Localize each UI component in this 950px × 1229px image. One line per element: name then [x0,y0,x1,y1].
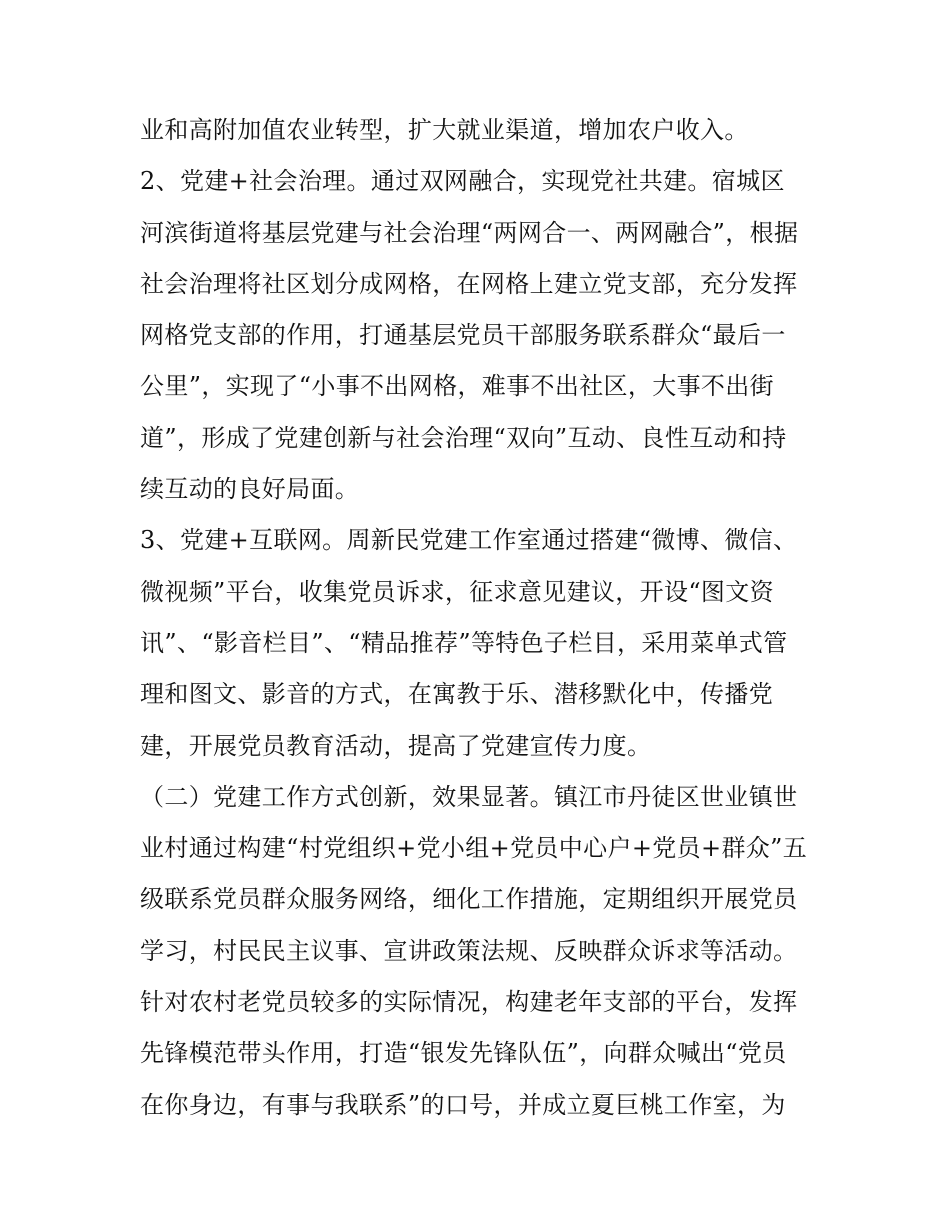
text-line: 业村通过构建“村党组织+党小组+党员中心户+党员+群众”五 [140,834,808,863]
text-line: 级联系党员群众服务网络，细化工作措施，定期组织开展党员 [140,885,798,914]
text-line: 先锋模范带头作用，打造“银发先锋队伍”，向群众喊出“党员 [140,1039,787,1068]
text-line: 公里”，实现了“小事不出网格，难事不出社区，大事不出街 [140,372,774,401]
text-line: （二）党建工作方式创新，效果显著。镇江市丹徒区世业镇世 [140,782,798,811]
text-line: 理和图文、影音的方式，在寓教于乐、潜移默化中，传播党 [140,680,774,709]
text-line: 微视频”平台，收集党员诉求，征求意见建议，开设“图文资 [140,577,774,606]
body-text [140,105,820,1131]
text-line: 社会治理将社区划分成网格，在网格上建立党支部，充分发挥 [140,269,798,298]
text-line: 学习，村民民主议事、宣讲政策法规、反映群众诉求等活动。 [140,936,798,965]
text-line: 建，开展党员教育活动，提高了党建宣传力度。 [140,731,652,760]
text-line: 网格党支部的作用，打通基层党员干部服务联系群众“最后一 [140,321,786,350]
text-line: 道”，形成了党建创新与社会治理“双向”互动、良性互动和持 [140,423,787,452]
text-line: 2、党建+社会治理。通过双网融合，实现党社共建。宿城区 [140,167,785,196]
text-line: 讯”、“影音栏目”、“精品推荐”等特色子栏目，采用菜单式管 [140,628,788,657]
text-line: 在你身边，有事与我联系”的口号，并成立夏巨桃工作室，为 [140,1090,786,1119]
text-line: 针对农村老党员较多的实际情况，构建老年支部的平台，发挥 [140,988,798,1017]
text-line: 3、党建+互联网。周新民党建工作室通过搭建“微博、微信、 [140,526,798,555]
text-line: 河滨街道将基层党建与社会治理“两网合一、两网融合”，根据 [140,218,799,247]
text-line: 业和高附加值农业转型，扩大就业渠道，增加农户收入。 [140,116,749,144]
text-line: 续互动的良好局面。 [140,475,360,504]
